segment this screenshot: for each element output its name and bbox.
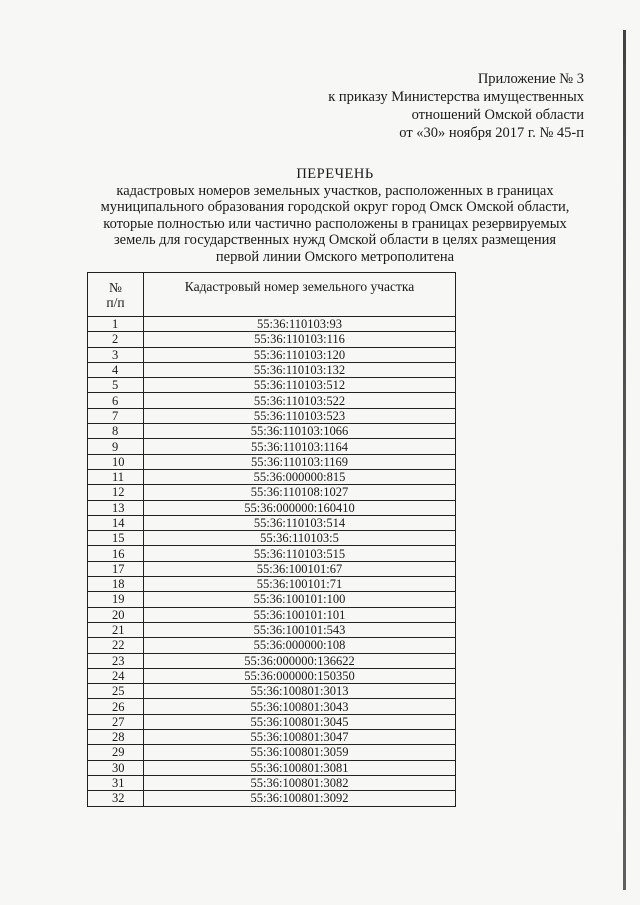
table-row bbox=[88, 745, 456, 760]
table-row bbox=[88, 500, 456, 515]
table-row bbox=[88, 317, 456, 332]
cadastral-number: 55:36:100801:3047 bbox=[144, 730, 456, 745]
cadastral-number: 55:36:100101:101 bbox=[144, 607, 456, 622]
table-row bbox=[88, 791, 456, 806]
cadastral-number: 55:36:110103:116 bbox=[144, 332, 456, 347]
row-number: 20 bbox=[88, 607, 144, 622]
row-number: 11 bbox=[88, 469, 144, 484]
cadastral-number: 55:36:100101:100 bbox=[144, 592, 456, 607]
cadastral-number: 55:36:100801:3043 bbox=[144, 699, 456, 714]
table-row bbox=[88, 378, 456, 393]
title-line: муниципального образования городской округ город Омск Омской области, bbox=[100, 199, 570, 215]
table-row bbox=[88, 332, 456, 347]
cadastral-number: 55:36:100101:67 bbox=[144, 561, 456, 576]
row-number: 29 bbox=[88, 745, 144, 760]
table-row bbox=[88, 469, 456, 484]
row-number: 18 bbox=[88, 577, 144, 592]
appendix-number: Приложение № 3 bbox=[477, 71, 584, 87]
table-body bbox=[88, 317, 456, 807]
cadastral-number: 55:36:110103:523 bbox=[144, 408, 456, 423]
table-row bbox=[88, 485, 456, 500]
row-number: 25 bbox=[88, 684, 144, 699]
column-header-number-label: п/п bbox=[106, 294, 125, 310]
title-line: кадастровых номеров земельных участков, расположенных в границах bbox=[116, 182, 554, 199]
row-number: 30 bbox=[88, 760, 144, 775]
table-row bbox=[88, 592, 456, 607]
row-number: 31 bbox=[88, 775, 144, 790]
cadastral-number: 55:36:110103:1066 bbox=[144, 424, 456, 439]
row-number: 26 bbox=[88, 699, 144, 714]
table-row bbox=[88, 561, 456, 576]
table-header-row bbox=[88, 273, 456, 317]
cadastral-number: 55:36:100801:3059 bbox=[144, 745, 456, 760]
cadastral-number: 55:36:110103:5 bbox=[144, 531, 456, 546]
cadastral-number: 55:36:000000:815 bbox=[144, 469, 456, 484]
cadastral-number: 55:36:100801:3045 bbox=[144, 714, 456, 729]
table-row bbox=[88, 515, 456, 530]
cadastral-table bbox=[87, 272, 456, 807]
cadastral-number: 55:36:100801:3092 bbox=[144, 791, 456, 806]
row-number: 21 bbox=[88, 622, 144, 637]
cadastral-number: 55:36:110103:512 bbox=[144, 378, 456, 393]
row-number: 8 bbox=[88, 424, 144, 439]
table-row bbox=[88, 439, 456, 454]
table-row bbox=[88, 714, 456, 729]
table-row bbox=[88, 668, 456, 683]
table-row bbox=[88, 760, 456, 775]
appendix-header bbox=[254, 70, 584, 142]
row-number: 14 bbox=[88, 515, 144, 530]
cadastral-number: 55:36:100101:71 bbox=[144, 577, 456, 592]
row-number: 9 bbox=[88, 439, 144, 454]
table-row bbox=[88, 546, 456, 561]
row-number: 19 bbox=[88, 592, 144, 607]
row-number: 23 bbox=[88, 653, 144, 668]
row-number: 1 bbox=[88, 317, 144, 332]
table-row bbox=[88, 730, 456, 745]
row-number: 4 bbox=[88, 362, 144, 377]
row-number: 5 bbox=[88, 378, 144, 393]
table-row bbox=[88, 362, 456, 377]
row-number: 16 bbox=[88, 546, 144, 561]
table-row bbox=[88, 347, 456, 362]
cadastral-number: 55:36:110103:93 bbox=[144, 317, 456, 332]
row-number: 27 bbox=[88, 714, 144, 729]
cadastral-number: 55:36:110103:515 bbox=[144, 546, 456, 561]
row-number: 13 bbox=[88, 500, 144, 515]
row-number: 17 bbox=[88, 561, 144, 576]
cadastral-number: 55:36:000000:150350 bbox=[144, 668, 456, 683]
table-row bbox=[88, 775, 456, 790]
cadastral-number: 55:36:100801:3082 bbox=[144, 775, 456, 790]
cadastral-number: 55:36:000000:160410 bbox=[144, 500, 456, 515]
row-number: 6 bbox=[88, 393, 144, 408]
row-number: 2 bbox=[88, 332, 144, 347]
row-number: 10 bbox=[88, 454, 144, 469]
row-number: 7 bbox=[88, 408, 144, 423]
column-header-cadastral: Кадастровый номер земельного участка bbox=[144, 273, 456, 317]
table-row bbox=[88, 393, 456, 408]
cadastral-number: 55:36:000000:108 bbox=[144, 638, 456, 653]
row-number: 3 bbox=[88, 347, 144, 362]
table-row bbox=[88, 408, 456, 423]
table-row bbox=[88, 622, 456, 637]
cadastral-number: 55:36:100801:3013 bbox=[144, 684, 456, 699]
cadastral-number: 55:36:110103:514 bbox=[144, 515, 456, 530]
title-line: первой линии Омского метрополитена bbox=[215, 248, 455, 265]
table-row bbox=[88, 638, 456, 653]
row-number: 12 bbox=[88, 485, 144, 500]
cadastral-number: 55:36:000000:136622 bbox=[144, 653, 456, 668]
table-row bbox=[88, 607, 456, 622]
title-line: земель для государственных нужд Омской области в целях размещения bbox=[113, 232, 557, 248]
row-number: 28 bbox=[88, 730, 144, 745]
title-heading: ПЕРЕЧЕНЬ bbox=[296, 166, 374, 182]
order-date: от «30» ноября 2017 г. № 45-п bbox=[399, 125, 584, 141]
order-reference: к приказу Министерства имущественных bbox=[328, 89, 584, 105]
cadastral-number: 55:36:100101:543 bbox=[144, 622, 456, 637]
row-number: 24 bbox=[88, 668, 144, 683]
row-number: 15 bbox=[88, 531, 144, 546]
row-number: 22 bbox=[88, 638, 144, 653]
column-header-number-symbol: № bbox=[109, 279, 122, 295]
cadastral-number: 55:36:110103:522 bbox=[144, 393, 456, 408]
cadastral-number: 55:36:110103:120 bbox=[144, 347, 456, 362]
ministry-name: отношений Омской области bbox=[411, 107, 584, 123]
table-row bbox=[88, 454, 456, 469]
row-number: 32 bbox=[88, 791, 144, 806]
table-row bbox=[88, 684, 456, 699]
cadastral-number: 55:36:100801:3081 bbox=[144, 760, 456, 775]
cadastral-number: 55:36:110108:1027 bbox=[144, 485, 456, 500]
cadastral-number: 55:36:110103:132 bbox=[144, 362, 456, 377]
column-header-number bbox=[88, 273, 144, 317]
cadastral-number: 55:36:110103:1169 bbox=[144, 454, 456, 469]
title-line: которые полностью или частично расположены в границах резервируемых bbox=[103, 215, 567, 232]
table-row bbox=[88, 577, 456, 592]
table-row bbox=[88, 424, 456, 439]
scan-edge-line bbox=[623, 30, 626, 890]
document-title bbox=[70, 166, 600, 265]
table-row bbox=[88, 653, 456, 668]
table-row bbox=[88, 699, 456, 714]
cadastral-number: 55:36:110103:1164 bbox=[144, 439, 456, 454]
table-row bbox=[88, 531, 456, 546]
